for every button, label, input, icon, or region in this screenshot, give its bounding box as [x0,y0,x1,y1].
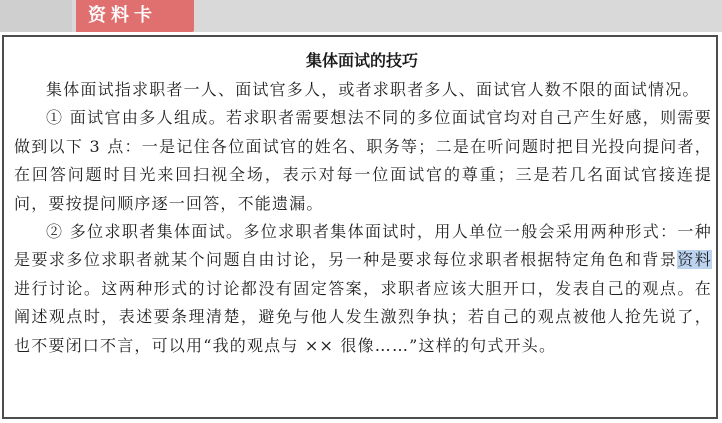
paragraph-point-2-part-2: 进行讨论。这两种形式的讨论都没有固定答案，求职者应该大胆开口，发表自己的观点。在阐述观点时，表述要条理清楚，避免与他人发生激烈争执；若自己的观点被他人抢先说了，也不要闭口不言，可以用“我的观点与 ×× 很像……”这样的句式开头。 [14,278,712,355]
card-title: 集体面试的技巧 [305,51,418,70]
paragraph-point-2-part-1: ② 多位求职者集体面试。多位求职者集体面试时，用人单位一般会采用两种形式：一种是要求多位求职者就某个问题自由讨论，另一种是要求每位求职者根据特定角色和背景 [14,222,712,270]
selected-text[interactable]: 资料 [677,250,713,270]
section-header [0,0,722,32]
paragraph-point-1: ① 面试官由多人组成。若求职者需要想法不同的多位面试官均对自己产生好感，则需要做到以下 3 点：一是记住各位面试官的姓名、职务等；二是在听问题时把目光投向提问者，在回答问题时目光来回扫视全场，表示对每一位面试官的尊重；三是若几名面试官接连提问，要按提问顺序逐一回答，不能遗漏。 [14,108,712,213]
info-card [2,35,718,419]
card-body [14,76,712,360]
paragraph-point-2 [14,218,712,360]
header-left-strip [0,0,72,32]
header-label: 资料卡 [88,5,157,26]
paragraph-intro: 集体面试指求职者一人、面试官多人，或者求职者多人、面试官人数不限的面试情况。 [46,80,700,99]
